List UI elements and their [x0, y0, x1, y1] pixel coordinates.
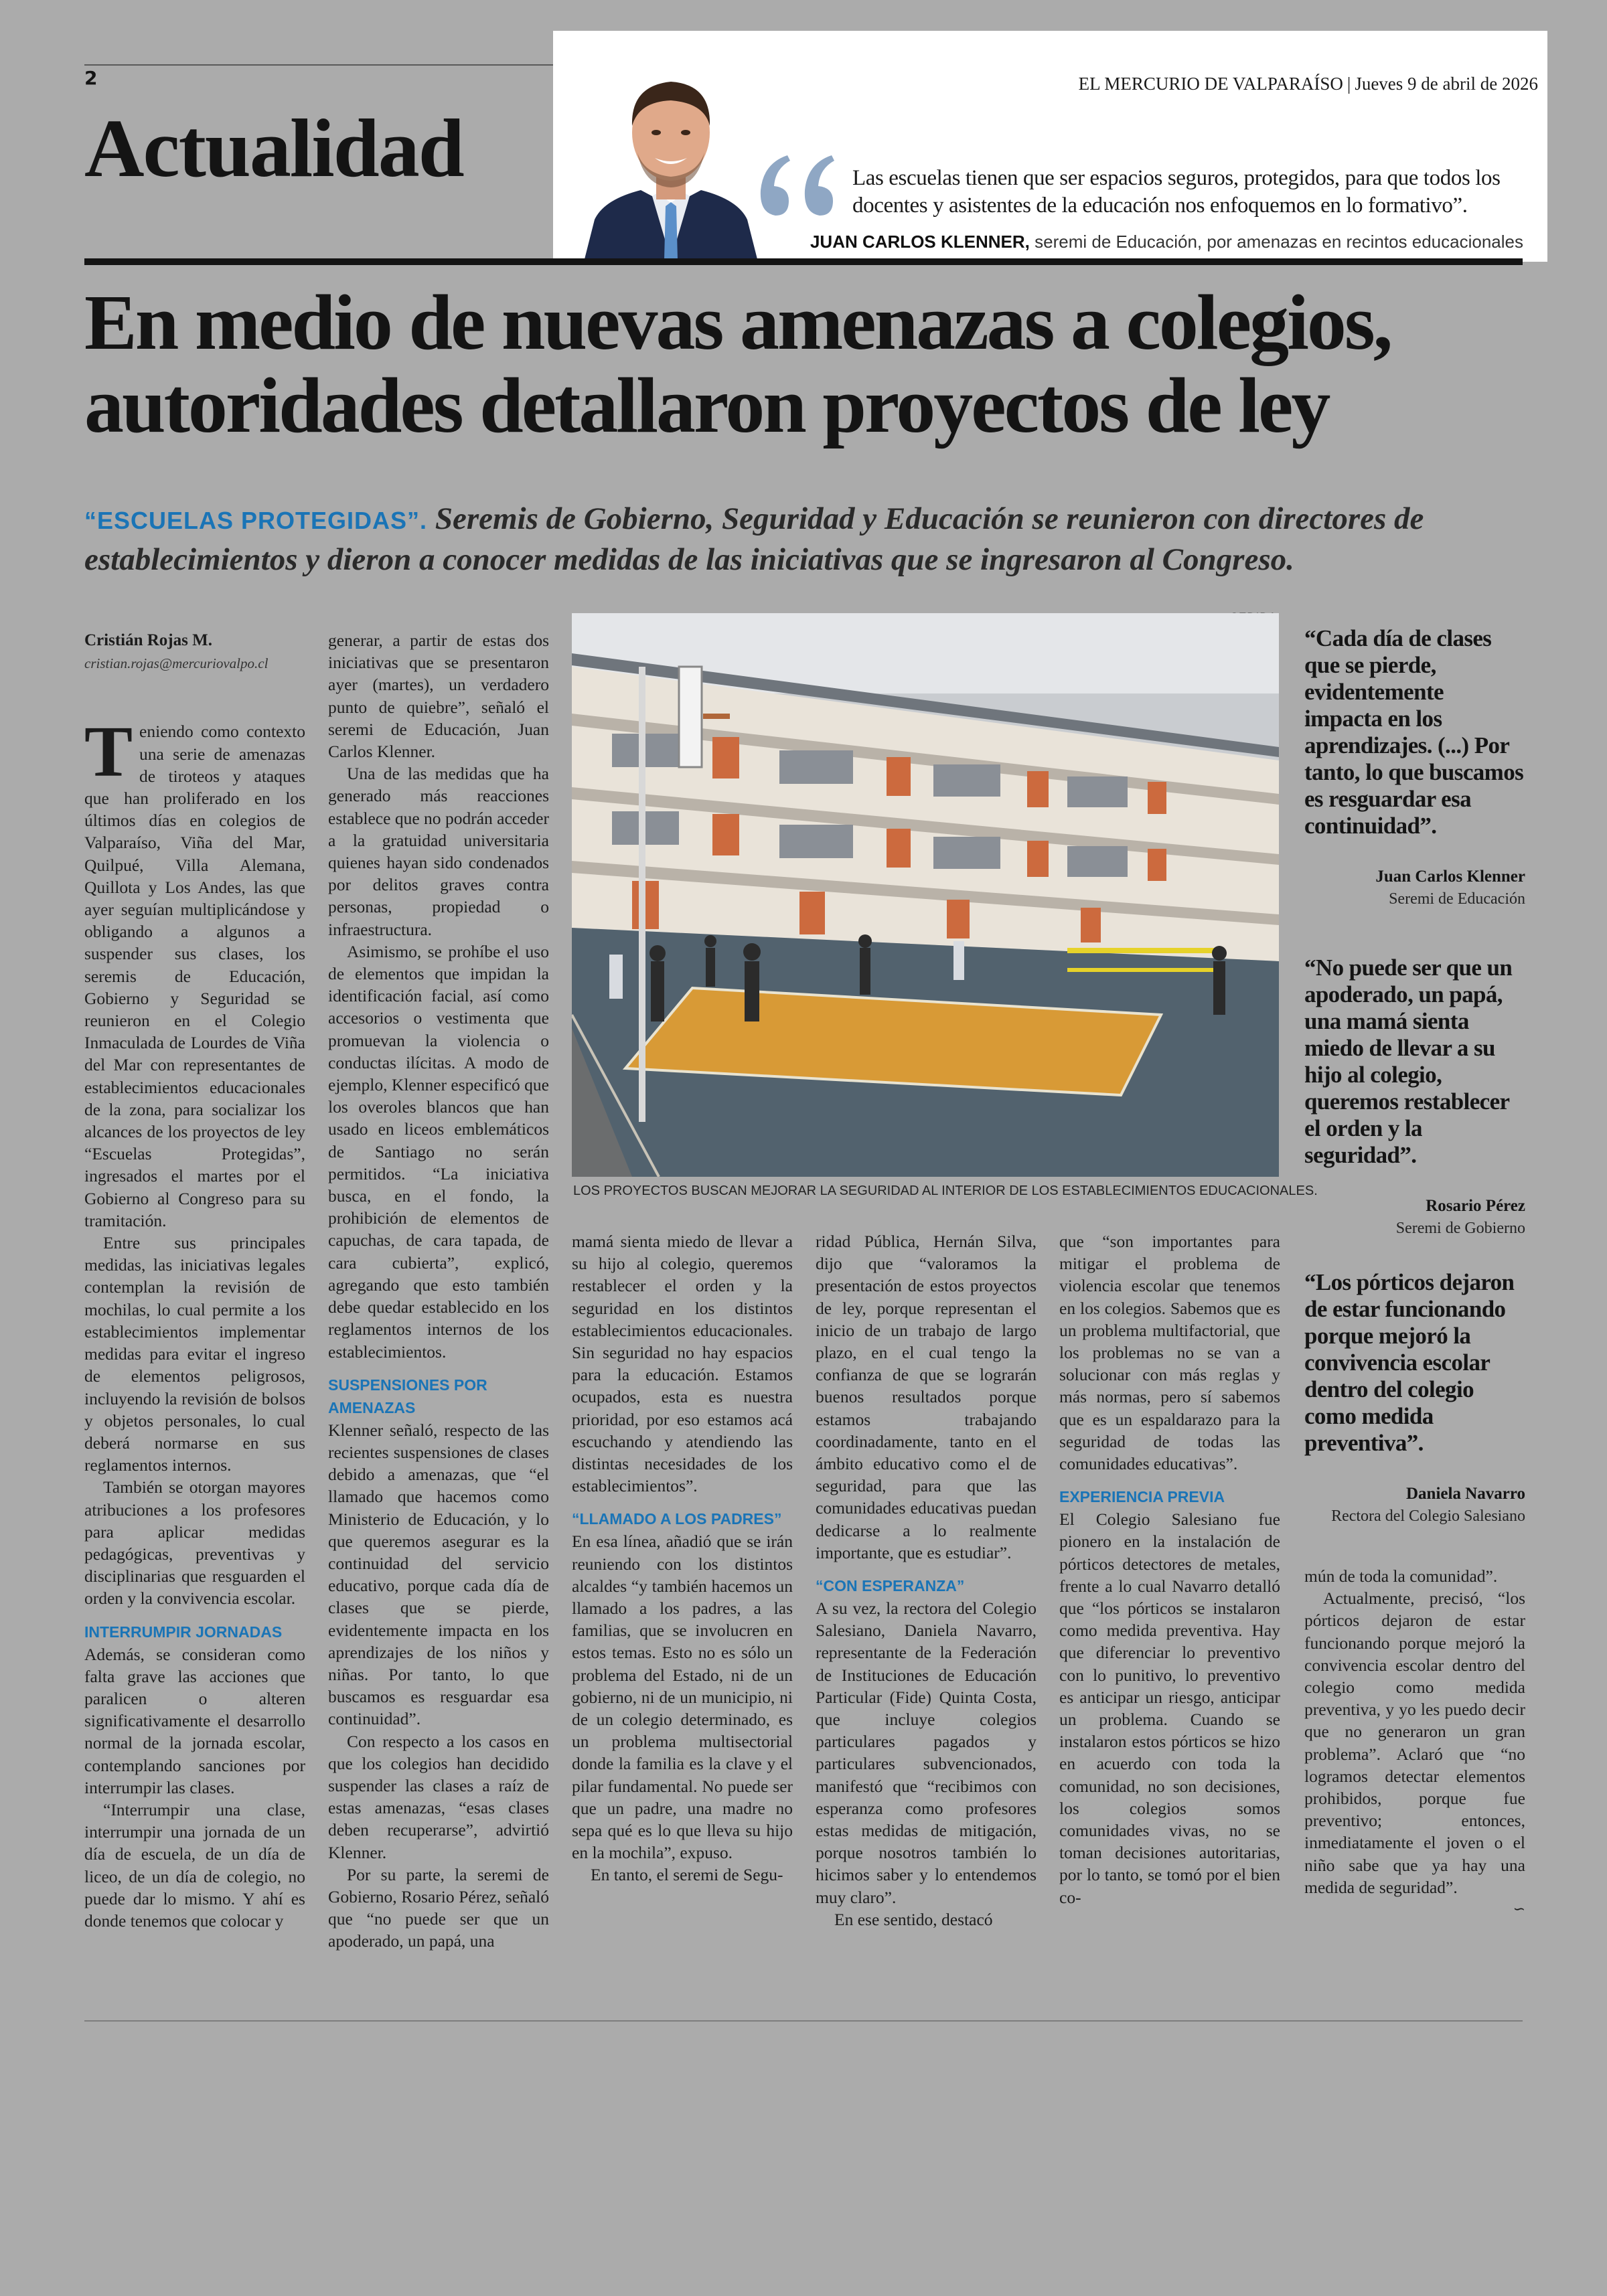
header-quote-text: Las escuelas tienen que ser espacios seguros, protegidos, para que todos los docentes y asistentes de la educación nos enfoquemos en lo formativo”.	[852, 166, 1501, 218]
quote-marks-icon	[749, 149, 836, 222]
paragraph: mún de toda la comunidad”.	[1304, 1566, 1498, 1586]
paragraph: “Interrumpir una clase, interrumpir una jornada de un día de escuela, de un día de liceo, de un día de colegio, no puede dar lo mismo. Y ahí es donde tenemos que colocar y	[84, 1799, 305, 1931]
header-quote-box	[553, 31, 1547, 262]
column-2	[328, 629, 549, 1953]
pull-quote-text: “Los pórticos dejaron de estar funcionando porque mejoró la convivencia escolar dentro del colegio como medida preventiva”.	[1304, 1269, 1515, 1456]
author-name: Cristián Rojas M.	[84, 631, 212, 649]
newspaper-name: EL MERCURIO DE VALPARAÍSO	[1078, 74, 1343, 94]
paragraph: Entre sus principales medidas, las iniciativas legales contemplan la revisión de mochilas, lo cual permite a los establecimientos implementar medidas para evitar el ingreso de elementos peligrosos, incluyendo la revisión de bolsos y objetos personales, lo cual deberá normarse en sus reglamentos internos.	[84, 1233, 305, 1475]
subhead-experiencia: EXPERIENCIA PREVIA	[1059, 1488, 1225, 1506]
school-courtyard-photo	[572, 613, 1279, 1177]
paragraph: En esa línea, añadió que se irán reuniendo con los distintos alcaldes “y también hacemos un llamado a los padres, a las familias, que se involucren en estos temas. Esto no es sólo un problema del Estado, ni de un gobierno, ni de un municipio, ni de un colegio determinado, es un problema multisectorial donde la familia es la clave y el pilar fundamental. No puede ser que un padre, una madre no sepa qué es lo que lleva su hijo en la mochila”, expuso.	[572, 1532, 793, 1863]
pull-quote-navarro	[1304, 1269, 1525, 1526]
paragraph: Actualmente, precisó, “los pórticos dejaron de estar funcionando porque mejoró la convivencia escolar dentro del colegio como medida preventiva, y yo les puedo decir que no generaron un gran problema”. Aclaró que “no logramos detectar elementos prohibidos, porque fue preventivo; entonces, inmediatamente el joven o el niño sabe que ya hay una medida de seguridad”.	[1304, 1588, 1525, 1897]
column-5	[1059, 1230, 1280, 1908]
bottom-rule	[84, 2020, 1523, 2022]
header-quote-attribution	[810, 232, 1523, 252]
paragraph: Asimismo, se prohíbe el uso de elementos que impidan la identificación facial, así como accesorios o vestimenta que promuevan la violencia o conductas ilícitas. A modo de ejemplo, Klenner especificó que los overoles blancos que han usado en liceos emblemáticos de Santiago no serán permitidos. “La iniciativa busca, en el fondo, la prohibición de elementos de capuchas, de cara tapada, de cara cubierta”, explicó, agregando que esto también debe quedar establecido en los reglamentos internos de los establecimientos.	[328, 941, 549, 1362]
deck-kicker: “ESCUELAS PROTEGIDAS”.	[84, 507, 428, 534]
author-email: cristian.rojas@mercuriovalpo.cl	[84, 655, 269, 672]
end-mark-icon: ∽	[1513, 1901, 1525, 1918]
section-title: Actualidad	[84, 102, 463, 194]
paragraph: Klenner señaló, respecto de las recientes suspensiones de clases debido a amenazas, que “el llamado que hacemos como Ministerio de Educación, y lo que queremos asegurar es la continuidad del servicio educativo, porque cada día de clases que se pierde, evidentemente impacta en los aprendizajes de los niños y niñas. Por tanto, lo que buscamos es resguardar esa continuidad”.	[328, 1420, 549, 1729]
paragraph: generar, a partir de estas dos iniciativas que se presentaron ayer (martes), un verdadero punto de quiebre”, señaló el seremi de Educación, Juan Carlos Klenner.	[328, 631, 549, 762]
subhead-llamado: “LLAMADO A LOS PADRES”	[572, 1510, 782, 1528]
pull-quote-name: Daniela Navarro	[1406, 1485, 1525, 1503]
pull-quote-perez	[1304, 955, 1525, 1238]
column-4	[816, 1230, 1037, 1931]
paragraph: ridad Pública, Hernán Silva, dijo que “valoramos la presentación de estos proyectos de ley, porque representan el inicio de un trabajo de largo plazo, en el cual tengo la confianza de que se lograrán buenos resultados porque estamos trabajando coordinadamente, tanto en el ámbito educativo como el de seguridad, para que las comunidades educativas puedan dedicarse a lo realmente importante, que es estudiar”.	[816, 1232, 1037, 1562]
deck-text: Seremis de Gobierno, Seguridad y Educación se reunieron con directores de establecimientos y dieron a conocer medidas de las iniciativas que se ingresaron al Congreso.	[84, 501, 1424, 577]
paragraph: Con respecto a los casos en que los colegios han decidido suspender las clases a raíz de estas amenazas, “esas clases deben recuperarse”, advirtió Klenner.	[328, 1731, 549, 1862]
column-3	[572, 1230, 793, 1886]
headline	[84, 278, 1531, 449]
paragraph: mamá sienta miedo de llevar a su hijo al colegio, queremos restablecer el orden y la seguridad en los distintos establecimientos educacionales. Sin seguridad no hay espacios para la educación. Estamos ocupados, esta es nuestra prioridad, por eso estamos acá escuchando y atendiendo las distintas necesidades de los establecimientos”.	[572, 1232, 793, 1496]
headline-line-1: En medio de nuevas amenazas a colegios,	[84, 278, 1391, 366]
drop-cap: T	[84, 712, 133, 793]
pull-quote-klenner	[1304, 625, 1525, 908]
paragraph: Por su parte, la seremi de Gobierno, Rosario Pérez, señaló que “no puede ser que un apoderado, un papá, una	[328, 1864, 549, 1951]
portrait-photo	[577, 59, 765, 262]
paragraph: En tanto, el seremi de Segu-	[591, 1865, 783, 1885]
column-6	[1304, 1565, 1525, 1920]
issue-date: Jueves 9 de abril de 2026	[1355, 74, 1538, 94]
pull-quote-text: “Cada día de clases que se pierde, evidentemente impacta en los aprendizajes. (...) Por tanto, lo que buscamos es resguardar esa continuidad”.	[1304, 625, 1524, 839]
photo-caption: LOS PROYECTOS BUSCAN MEJORAR LA SEGURIDAD AL INTERIOR DE LOS ESTABLECIMIENTOS EDUCACIONALES.	[573, 1183, 1318, 1198]
header-quote-name: JUAN CARLOS KLENNER,	[810, 232, 1030, 252]
paragraph: Una de las medidas que ha generado más reacciones establece que no podrán acceder a la gratuidad universitaria quienes hayan sido condenados por delitos graves contra personas, propiedad o infraestructura.	[328, 764, 549, 939]
paragraph: En ese sentido, destacó	[834, 1909, 993, 1929]
pull-quote-role: Seremi de Gobierno	[1395, 1220, 1525, 1237]
subhead-suspensiones: SUSPENSIONES POR AMENAZAS	[328, 1376, 487, 1416]
pull-quote-name: Rosario Pérez	[1426, 1197, 1525, 1215]
headline-line-2: autoridades detallaron proyectos de ley	[84, 361, 1329, 449]
paragraph: También se otorgan mayores atribuciones a los profesores para aplicar medidas pedagógicas, preventivas y disciplinarias que resguarden el orden y la convivencia escolar.	[84, 1477, 305, 1609]
pull-quote-text: “No puede ser que un apoderado, un papá, una mamá sienta miedo de llevar a su hijo al colegio, queremos restablecer el orden y la seguridad”.	[1304, 955, 1513, 1168]
paragraph: que “son importantes para mitigar el problema de violencia escolar que tenemos en los colegios. Sabemos que es un problema multifactorial, que los problemas no se van a solucionar con más reglas y más normas, pero sí sabemos que es un espaldarazo para la seguridad de todas las comunidades educativas”.	[1059, 1232, 1280, 1474]
masthead: EL MERCURIO DE VALPARAÍSO | Jueves 9 de abril de 2026	[1078, 74, 1538, 94]
paragraph: eniendo como contexto una serie de amenazas de tiroteos y ataques que han proliferado en los últimos días en colegios de Valparaíso, Viña del Mar, Quilpué, Villa Alemana, Quillota y Los Andes, las que ayer seguían multiplicándose y obligando a algunos a suspender sus clases, los seremis de Educación, Gobierno y Seguridad se reunieron en el Colegio Inmaculada de Lourdes de Viña del Mar con representantes de establecimientos educacionales de la zona, para socializar los alcances de los proyectos de ley “Escuelas Protegidas”, ingresados el martes por el Gobierno al Congreso para su tramitación.	[84, 722, 305, 1230]
header-quote-role: seremi de Educación, por amenazas en recintos educacionales	[1035, 232, 1523, 252]
pull-quote-role: Rectora del Colegio Salesiano	[1331, 1507, 1525, 1525]
paragraph: Además, se consideran como falta grave las acciones que paralicen o alteren significativamente el desarrollo normal de la jornada escolar, contemplando sanciones por interrumpir las clases.	[84, 1644, 305, 1797]
column-1	[84, 629, 305, 1932]
headline-rule	[84, 258, 1523, 265]
pull-quote-role: Seremi de Educación	[1389, 890, 1525, 908]
subhead-esperanza: “CON ESPERANZA”	[816, 1577, 965, 1595]
paragraph: A su vez, la rectora del Colegio Salesiano, Daniela Navarro, representante de la Federación de Instituciones de Educación Particular (Fide) Quinta Costa, que incluye colegios particulares pagados y particulares subvencionados, manifestó que “recibimos con esperanza como profesores estas medidas de mitigación, porque nosotros también lo hicimos saber y lo entendemos muy claro”.	[816, 1598, 1037, 1907]
deck	[84, 499, 1523, 579]
page-number: 2	[84, 67, 98, 89]
pull-quote-name: Juan Carlos Klenner	[1375, 868, 1525, 886]
paragraph: El Colegio Salesiano fue pionero en la instalación de pórticos detectores de metales, frente a lo cual Navarro detalló que “los pórticos se instalaron como medida preventiva. Hay que diferenciar lo preventivo con lo punitivo, lo preventivo es anticipar un riesgo, anticipar un problema. Cuando se instalaron estos pórticos se hizo en acuerdo con toda la comunidad, no son decisiones, los colegios somos comunidades vivas, no se toman decisiones autoritarias, por lo tanto, se tomó por el bien co-	[1059, 1509, 1280, 1907]
subhead-interrumpir: INTERRUMPIR JORNADAS	[84, 1623, 283, 1641]
